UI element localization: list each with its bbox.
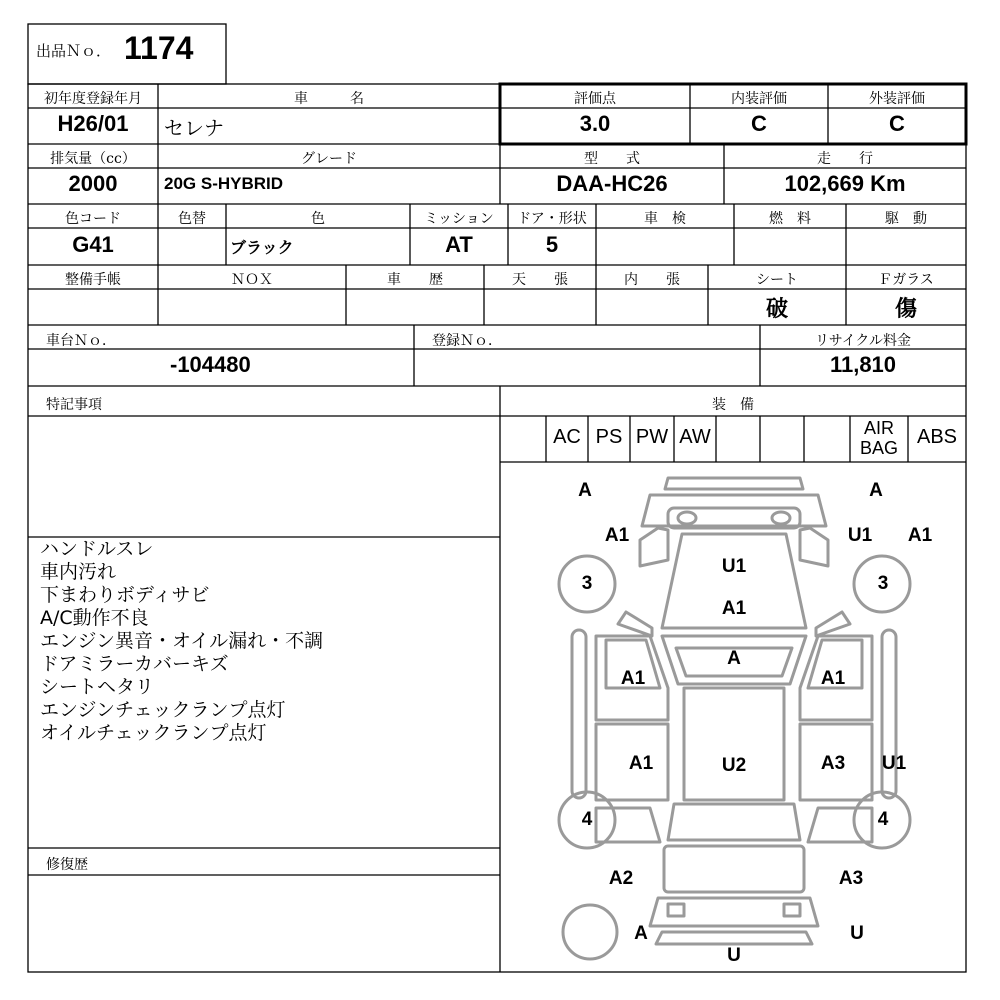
equipment-ps: PS (595, 426, 623, 448)
score-value: 3.0 (579, 111, 611, 136)
remark-line: エンジンチェックランプ点灯 (40, 699, 286, 721)
door-value: 5 (545, 232, 559, 257)
service-book-label: 整備手帳 (65, 272, 121, 288)
remark-line: 下まわりボディサビ (40, 584, 210, 606)
exterior-label: 外装評価 (869, 91, 925, 107)
model-value: DAA-HC26 (556, 171, 668, 196)
remark-line: オイルチェックランプ点灯 (40, 722, 267, 744)
grade-value: 20G S-HYBRID (164, 174, 284, 193)
equipment-aw: AW (679, 426, 711, 448)
equipment-ac: AC (553, 426, 581, 448)
roof-outline (684, 688, 784, 800)
damage-door-rear-right: A3 (820, 753, 846, 774)
recycle-label: リサイクル料金 (814, 333, 912, 349)
history-label: 車 歴 (387, 272, 443, 288)
damage-rear-bumper-right: U (850, 923, 864, 944)
damage-windshield: A (727, 648, 741, 669)
color-label: 色 (311, 211, 325, 227)
damage-fender-right-upper: A1 (907, 525, 933, 546)
name-label: 車 名 (294, 91, 364, 107)
nox-label: ＮＯＸ (231, 272, 273, 288)
damage-rear-bumper-left: A (634, 923, 648, 944)
damage-quarter-right: A3 (838, 868, 864, 889)
mission-label: ミッション (424, 211, 494, 227)
lot-label: 出品Ｎｏ． (36, 42, 112, 60)
sunroof-label: 天 張 (512, 272, 568, 288)
drive-label: 駆 動 (885, 211, 927, 227)
damage-wheel-front-right: 3 (877, 573, 889, 594)
interior-value: C (751, 111, 767, 136)
interior-trim-label: 内 張 (624, 272, 680, 288)
exterior-value: C (889, 111, 905, 136)
recycle-value: 11,810 (829, 352, 897, 377)
color-value: ブラック (230, 240, 294, 257)
damage-wheel-rear-left: 4 (581, 809, 593, 830)
damage-wheel-rear-right: 4 (877, 809, 889, 830)
damage-pillar-right: U1 (847, 525, 873, 546)
spare-wheel (563, 905, 617, 959)
seat-label: シート (756, 272, 798, 288)
damage-quarter-left: A2 (608, 868, 634, 889)
remark-line: A/C動作不良 (40, 607, 149, 629)
color-code-label: 色コード (65, 211, 121, 227)
damage-wheel-front-left: 3 (581, 573, 593, 594)
equipment-abs: ABS (916, 426, 958, 448)
chassis-value: -104480 (170, 352, 251, 377)
chassis-label: 車台Ｎｏ． (46, 333, 116, 349)
damage-rear-bumper-center: U (727, 945, 741, 966)
color-code-value: G41 (72, 232, 114, 257)
damage-fender-left-upper: A1 (604, 525, 630, 546)
damage-roof: U2 (721, 755, 747, 776)
repaint-label: 色替 (178, 211, 206, 227)
mission-value: AT (445, 232, 473, 257)
damage-roof-front: U1 (721, 556, 747, 577)
score-label: 評価点 (574, 91, 616, 107)
damage-rocker-right: U1 (881, 753, 907, 774)
damage-door-front-right: A1 (820, 668, 846, 689)
interior-label: 内装評価 (731, 91, 787, 107)
remarks-label: 特記事項 (46, 397, 102, 413)
name-value: セレナ (164, 116, 224, 140)
grade-label: グレード (301, 151, 357, 167)
front-bumper-outline (665, 478, 803, 489)
equipment-label: 装 備 (712, 397, 754, 413)
remark-line: ドアミラーカバーキズ (40, 653, 229, 675)
remarks-list (40, 538, 323, 745)
airbag-line-2: BAG (859, 438, 898, 458)
lot-number: 1174 (124, 30, 194, 66)
damage-hood: A1 (721, 598, 747, 619)
remark-line: ハンドルスレ (40, 538, 154, 560)
glass-label: Ｆガラス (878, 272, 934, 288)
equipment-pw: PW (635, 426, 669, 448)
damage-front-left: A (578, 480, 592, 501)
remark-line: シートヘタリ (40, 676, 155, 698)
reg-value: H26/01 (57, 111, 129, 136)
damage-front-right: A (869, 480, 883, 501)
mileage-label: 走 行 (817, 151, 873, 167)
repair-history-label: 修復歴 (46, 857, 88, 873)
remark-line: エンジン異音・オイル漏れ・不調 (40, 630, 324, 652)
inspection-label: 車 検 (644, 211, 686, 227)
damage-door-front-left: A1 (620, 668, 646, 689)
glass-value: 傷 (894, 296, 917, 322)
reg-label: 初年度登録年月 (44, 91, 142, 107)
damage-door-rear-left: A1 (628, 753, 654, 774)
seat-value: 破 (765, 296, 788, 322)
fuel-label: 燃 料 (769, 211, 811, 227)
mileage-value: 102,669 Km (784, 171, 906, 196)
displacement-value: 2000 (68, 171, 118, 196)
equipment-airbag (850, 418, 908, 458)
regno-label: 登録Ｎｏ． (432, 333, 502, 349)
airbag-line-1: AIR (863, 418, 894, 438)
door-label: ドア・形状 (517, 211, 587, 227)
displacement-label: 排気量（cc） (50, 151, 136, 167)
model-label: 型 式 (584, 151, 640, 167)
remark-line: 車内汚れ (40, 561, 117, 583)
